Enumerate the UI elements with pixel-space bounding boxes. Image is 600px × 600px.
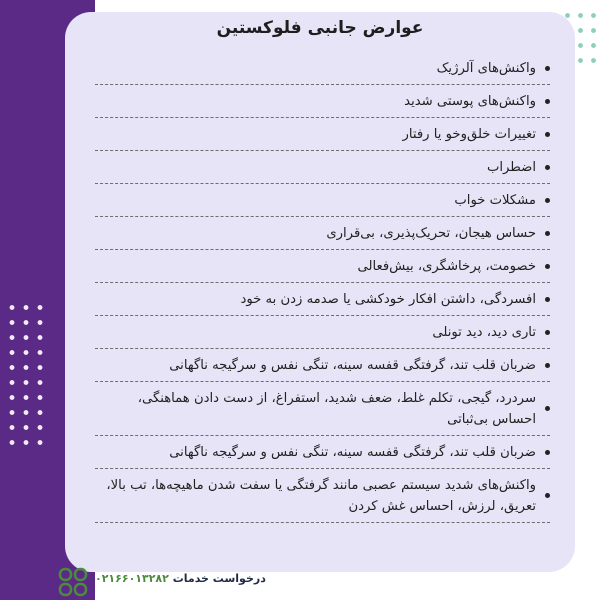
bullet-icon [545,66,550,71]
bullet-icon [545,330,550,335]
list-item [95,316,550,349]
page-title: عوارض جانبی فلوکستین [216,18,424,38]
list-item-text: سردرد، گیجی، تکلم غلط، ضعف شدید، استفراغ، از دست دادن هماهنگی، احساس بی‌ثباتی [137,390,536,427]
list-item [95,217,550,250]
bullet-icon [545,493,550,498]
bullet-icon [545,165,550,170]
list-item [95,436,550,469]
list-item-text: واکنش‌های آلرژیک [436,60,536,76]
side-effects-list [95,52,550,523]
list-item [95,52,550,85]
list-item [95,118,550,151]
phone-number[interactable]: ۰۲۱۶۶۰۱۳۲۸۲ [95,572,169,585]
list-item-text: افسردگی، داشتن افکار خودکشی یا صدمه زدن به خود [240,291,536,307]
list-item-text: خصومت، پرخاشگری، بیش‌فعالی [357,258,536,274]
service-request-label: درخواست خدمات [172,572,266,585]
list-item-text: اضطراب [486,159,536,175]
list-item [95,85,550,118]
decorative-dots-white [5,300,45,450]
bullet-icon [545,99,550,104]
bullet-icon [545,132,550,137]
bullet-icon [545,363,550,368]
list-item-text: تغییرات خلق‌وخو یا رفتار [402,126,536,142]
service-request-footer [95,572,266,585]
bullet-icon [545,264,550,269]
clover-logo-icon [58,567,88,597]
list-item-text: ضربان قلب تند، گرفتگی قفسه سینه، تنگی نفس و سرگیجه ناگهانی [169,357,536,373]
list-item-text: واکنش‌های پوستی شدید [404,93,536,109]
list-item [95,469,550,523]
list-item-text: مشکلات خواب [454,192,536,208]
list-item [95,250,550,283]
list-item-text: حساس هیجان، تحریک‌پذیری، بی‌قراری [326,225,536,241]
bullet-icon [545,198,550,203]
bullet-icon [545,406,550,411]
list-item [95,382,550,436]
list-item-text: ضربان قلب تند، گرفتگی قفسه سینه، تنگی نفس و سرگیجه ناگهانی [169,444,536,460]
list-item [95,283,550,316]
list-item-text: واکنش‌های شدید سیستم عصبی مانند گرفتگی یا سفت شدن ماهیچه‌ها، تب بالا، تعریق، لرزش، احساس غش کردن [106,477,536,514]
bullet-icon [545,231,550,236]
bullet-icon [545,297,550,302]
list-item-text: تاری دید، دید تونلی [432,324,536,340]
bullet-icon [545,450,550,455]
list-item [95,184,550,217]
list-item [95,349,550,382]
list-item [95,151,550,184]
